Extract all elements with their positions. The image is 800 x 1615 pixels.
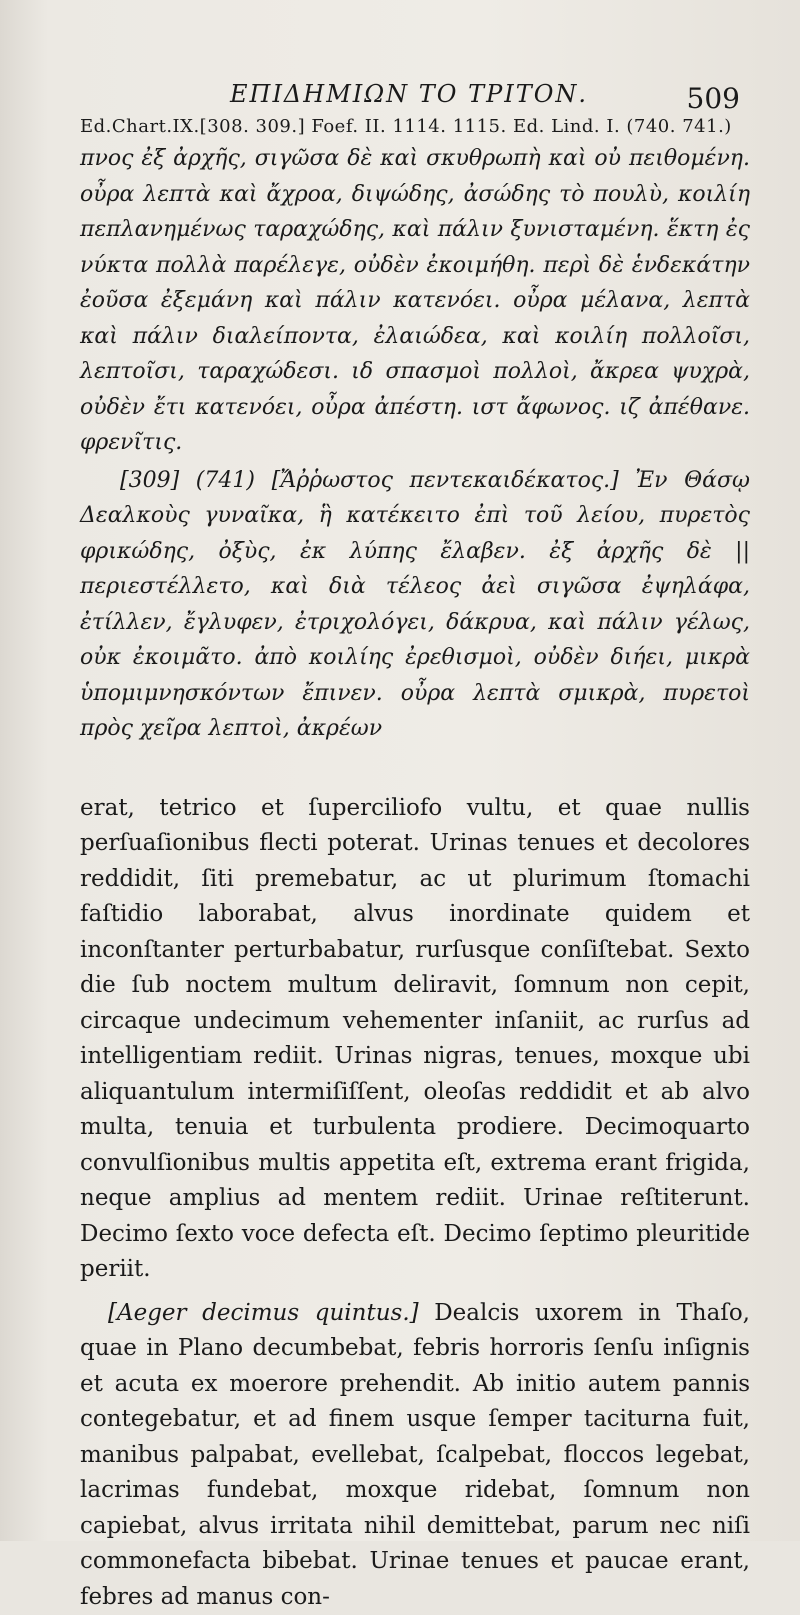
latin-case-text: Dealcis uxorem in Thaſo, quae in Plano decumbebat, febris horroris ſenſu inſignis et acuta ex moerore prehendit. Ab initio autem pannis contegebatur, et ad finem usque ſemper taciturna fuit, manibus palpabat, evellebat, ſcalpebat, floccos legebat, lacrimas fundebat, moxque ridebat, ſomnum non capiebat, alvus irritata nihil demittebat, parum nec niſi commonefacta bibebat. Urinae tenues et paucae erant, febres ad manus con- <box>80 1300 750 1610</box>
greek-paragraph-2 <box>80 463 750 747</box>
page-number: 509 <box>687 82 740 115</box>
running-head <box>80 70 750 110</box>
greek-text-block <box>80 141 750 747</box>
latin-text-block <box>80 791 750 1615</box>
edition-references: Ed.Chart.IX.[308. 309.] Foef. II. 1114. 1115. Ed. Lind. I. (740. 741.) <box>80 116 750 137</box>
latin-case-heading: [Aeger decimus quintus.] <box>108 1300 419 1326</box>
running-title: ΕΠΙΔΗΜΙΩΝ ΤΟ ΤΡΙΤΟΝ. <box>230 80 588 108</box>
greek-paragraph-1: πνος ἐξ ἀρχῆς, σιγῶσα δὲ καὶ σκυθρωπὴ καὶ οὐ πειθομένη. οὖρα λεπτὰ καὶ ἄχροα, διψώδης, ἀσώδης τὸ πουλὺ, κοιλίη πεπλανημένως ταραχώδης, καὶ πάλιν ξυνισταμένη. ἕκτη ἐς νύκτα πολλὰ παρέλεγε, οὐδὲν ἐκοιμήθη. περὶ δὲ ἑνδεκάτην ἐοῦσα ἐξεμάνη καὶ πάλιν κατενόει. οὖρα μέλανα, λεπτὰ καὶ πάλιν διαλείποντα, ἐλαιώδεα, καὶ κοιλίη πολλοῖσι, λεπτοῖσι, ταραχώδεσι. ιδ σπασμοὶ πολλοὶ, ἄκρεα ψυχρὰ, οὐδὲν ἔτι κατενόει, οὖρα ἀπέστη. ιστ ἄφωνος. ιζ ἀπέθανε. φρενῖτις. <box>80 141 750 461</box>
latin-paragraph-1: erat, tetrico et ſuperciliofo vultu, et quae nullis perſuaſionibus flecti poterat. Urinas tenues et decolores reddidit, ſiti premebatur, ac ut plurimum ſtomachi faſtidio laborabat, alvus inordinate quidem et inconſtanter perturbabatur, rurſusque conſiſtebat. Sexto die ſub noctem multum deliravit, ſomnum non cepit, circaque undecimum vehementer inſaniit, ac rurſus ad intelligentiam rediit. Urinas nigras, tenues, moxque ubi aliquantulum intermiſiſſent, oleoſas reddidit et ab alvo multa, tenuia et turbulenta prodiere. Decimoquarto convulſionibus multis appetita eſt, extrema erant frigida, neque amplius ad mentem rediit. Urinae reſtiterunt. Decimo ſexto voce defecta eſt. Decimo ſeptimo pleuritide periit. <box>80 791 750 1288</box>
greek-case-heading: [Ἄῤῥωστος πεντεκαιδέκατος.] <box>272 468 619 493</box>
latin-paragraph-2 <box>80 1296 750 1615</box>
greek-case-text: Ἐν Θάσῳ Δεαλκοὺς γυναῖκα, ἣ κατέκειτο ἐπὶ τοῦ λείου, πυρετὸς φρικώδης, ὀξὺς, ἐκ λύπης ἔλαβεν. ἐξ ἀρχῆς δὲ || περιεστέλλετο, καὶ διὰ τέλεος ἀεὶ σιγῶσα ἐψηλάφα, ἐτίλλεν, ἔγλυφεν, ἐτριχολόγει, δάκρυα, καὶ πάλιν γέλως, οὐκ ἐκοιμᾶτο. ἀπὸ κοιλίης ἐρεθισμοὶ, οὐδὲν διήει, μικρὰ ὑπομιμνησκόντων ἔπινεν. οὖρα λεπτὰ σμικρὰ, πυρετοὶ πρὸς χεῖρα λεπτοὶ, ἀκρέων <box>80 468 750 742</box>
greek-page-ref: [309] (741) <box>120 468 255 493</box>
